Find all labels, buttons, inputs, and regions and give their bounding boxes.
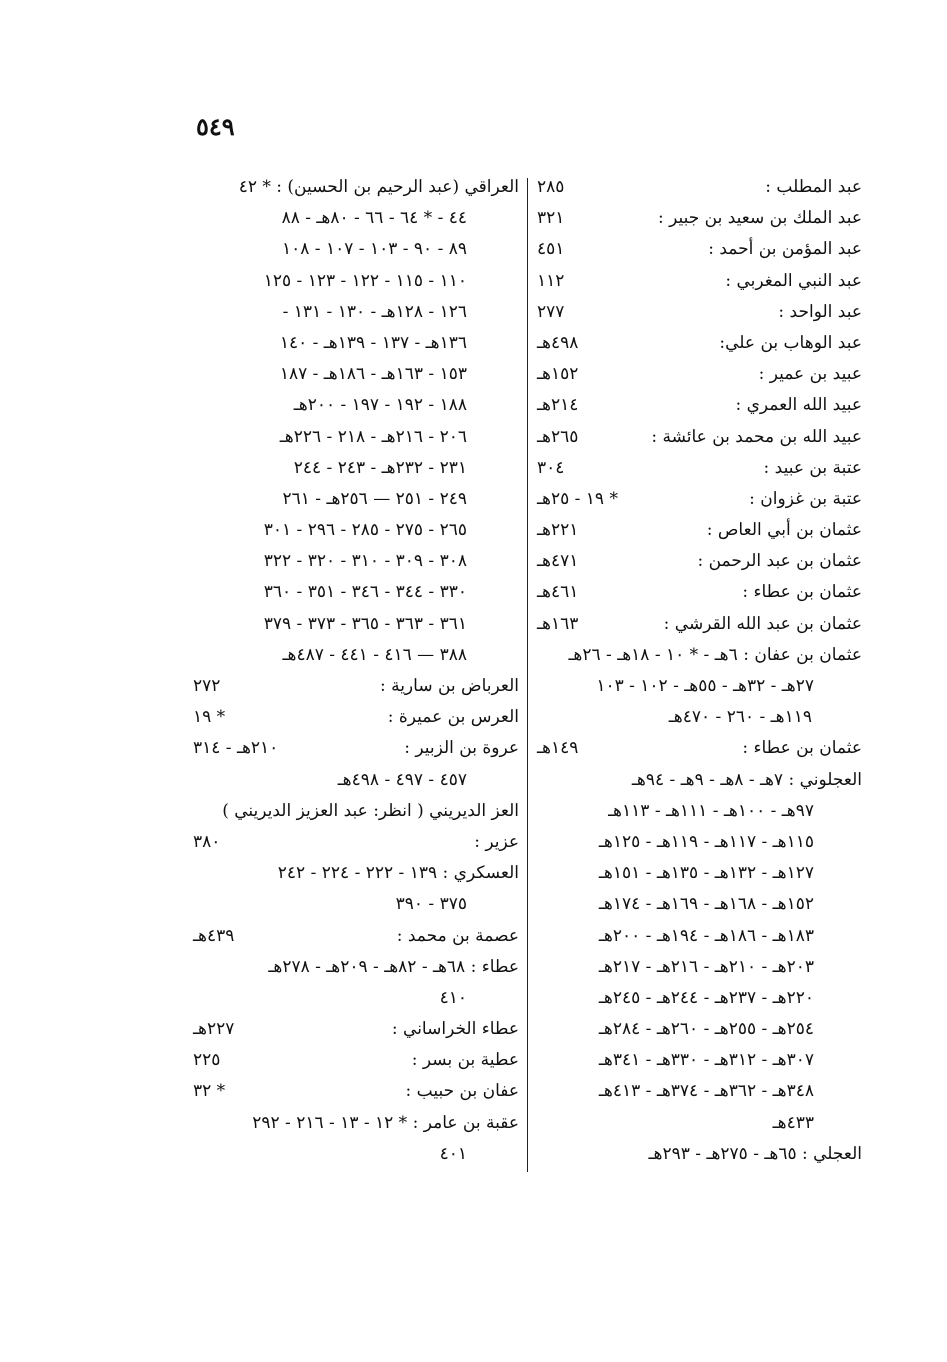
index-line: [193, 921, 519, 952]
index-line: [537, 203, 862, 234]
index-line: [193, 390, 519, 421]
continuation-pages: ٣٨٨ — ٤١٦ - ٤٤١ - ٤٨٧هـ: [282, 644, 467, 665]
entry-pages: ٣٢١: [537, 208, 565, 229]
column-divider: [527, 178, 528, 1172]
index-line: [193, 172, 519, 203]
entry-name: عبد المؤمن بن أحمد :: [708, 239, 862, 260]
index-line: [537, 172, 862, 203]
entry-name: عثمان بن عبد الله القرشي :: [663, 613, 862, 634]
index-line: [193, 453, 519, 484]
entry-pages: * ١٩ - ٢٥هـ: [537, 488, 618, 509]
index-line: [193, 827, 519, 858]
index-line: [537, 453, 862, 484]
index-line: [537, 266, 862, 297]
entry-pages: ١١٢: [537, 270, 565, 291]
index-line: [537, 297, 862, 328]
index-column-left: [193, 172, 519, 1170]
entry-pages: ٢٢١هـ: [537, 520, 579, 541]
continuation-pages: ١٥٣ - ١٦٣هـ - ١٨٦هـ - ١٨٧: [279, 364, 467, 385]
continuation-pages: ٢٦٥ - ٢٧٥ - ٢٨٥ - ٢٩٦ - ٣٠١: [263, 520, 467, 541]
index-line: [537, 1014, 862, 1045]
entry-name: عثمان بن أبي العاص :: [706, 520, 862, 541]
entry-name: عروة بن الزبير :: [404, 738, 519, 759]
entry-pages: ٣٠٤: [537, 457, 565, 478]
index-line: [537, 1076, 862, 1107]
entry-name: عبيد الله العمري :: [735, 395, 862, 416]
index-line: [193, 577, 519, 608]
entry-name: عبد المطلب :: [765, 177, 862, 197]
entry-name: عبد النبي المغربي :: [725, 270, 862, 291]
index-line: [193, 796, 519, 827]
continuation-pages: ٣٤٨هـ - ٣٦٢هـ - ٣٧٤هـ - ٤١٣هـ: [598, 1081, 814, 1102]
continuation-pages: ١١٠ - ١١٥ - ١٢٢ - ١٢٣ - ١٢٥: [263, 270, 467, 291]
continuation-pages: ١٥٢هـ - ١٦٨هـ - ١٦٩هـ - ١٧٤هـ: [598, 894, 814, 915]
entry-name: عتبة بن غزوان :: [749, 488, 862, 509]
entry-name: عزير :: [474, 831, 519, 852]
entry-name: عبد الملك بن سعيد بن جبير :: [657, 208, 862, 229]
index-line: [193, 1108, 519, 1139]
index-line: [193, 671, 519, 702]
index-line: [193, 952, 519, 983]
index-line: [537, 328, 862, 359]
index-line: [193, 203, 519, 234]
entry-line: عطاء : ٦٨هـ - ٨٢هـ - ٢٠٩هـ - ٢٧٨هـ: [268, 956, 519, 977]
page-number: ٥٤٩: [196, 112, 235, 141]
entry-name: عطاء الخراساني :: [391, 1019, 519, 1040]
continuation-pages: ٤١٠: [439, 987, 467, 1008]
entry-pages: ٢٢٧هـ: [193, 1019, 235, 1040]
index-line: [537, 1045, 862, 1076]
index-line: [193, 1045, 519, 1076]
entry-pages: ٤٦١هـ: [537, 582, 579, 603]
index-line: [193, 297, 519, 328]
continuation-pages: ٤٣٣هـ: [772, 1112, 814, 1133]
entry-pages: ٤٧١هـ: [537, 551, 579, 572]
entry-pages: ٤٩٨هـ: [537, 332, 579, 353]
index-line: [537, 733, 862, 764]
index-line: [193, 1076, 519, 1107]
index-line: [193, 702, 519, 733]
entry-name: عبد الوهاب بن علي:: [719, 332, 862, 353]
continuation-pages: ١٨٣هـ - ١٨٦هـ - ١٩٤هـ - ٢٠٠هـ: [598, 925, 814, 946]
continuation-pages: ١١٥هـ - ١١٧هـ - ١١٩هـ - ١٢٥هـ: [598, 831, 814, 852]
entry-line: عثمان بن عفان : ٦هـ - * ١٠ - ١٨هـ - ٢٦هـ: [568, 644, 862, 665]
entry-pages: ٢٢٥: [193, 1050, 221, 1071]
index-line: [193, 515, 519, 546]
continuation-pages: ٢٥٤هـ - ٢٥٥هـ - ٢٦٠هـ - ٢٨٤هـ: [598, 1019, 814, 1040]
entry-name: العرس بن عميرة :: [387, 707, 519, 728]
entry-name: عثمان بن عطاء :: [742, 582, 862, 603]
entry-name: عتبة بن عبيد :: [763, 457, 862, 478]
continuation-pages: ١٣٦هـ - ١٣٧ - ١٣٩هـ - ١٤٠: [279, 332, 467, 353]
index-line: [537, 484, 862, 515]
index-column-right: [537, 172, 862, 1170]
entry-name: عفان بن حبيب :: [405, 1081, 519, 1102]
entry-pages: ١٥٢هـ: [537, 364, 579, 385]
index-line: [193, 733, 519, 764]
index-line: [193, 1139, 519, 1170]
index-line: [193, 983, 519, 1014]
continuation-pages: ٤٠١: [439, 1143, 467, 1164]
continuation-pages: ٢٤٩ - ٢٥١ — ٢٥٦هـ - ٢٦١: [282, 488, 467, 509]
index-line: [537, 609, 862, 640]
index-line: [537, 983, 862, 1014]
index-line: [537, 921, 862, 952]
continuation-pages: ٣٠٧هـ - ٣١٢هـ - ٣٣٠هـ - ٣٤١هـ: [598, 1050, 814, 1071]
entry-pages: ١٤٩هـ: [537, 738, 579, 759]
index-line: [537, 827, 862, 858]
continuation-pages: ٩٧هـ - ١٠٠هـ - ١١١هـ - ١١٣هـ: [608, 800, 814, 821]
index-line: [537, 952, 862, 983]
entry-name: عبيد الله بن محمد بن عائشة :: [651, 426, 862, 447]
index-line: [193, 858, 519, 889]
index-line: [537, 702, 862, 733]
index-line: [193, 328, 519, 359]
entry-name: عثمان بن عبد الرحمن :: [697, 551, 862, 572]
index-line: [537, 1108, 862, 1139]
index-line: [193, 546, 519, 577]
index-line: [537, 390, 862, 421]
entry-name: عثمان بن عطاء :: [742, 738, 862, 759]
index-line: [537, 234, 862, 265]
continuation-pages: ٢٠٣هـ - ٢١٠هـ - ٢١٦هـ - ٢١٧هـ: [598, 956, 814, 977]
index-line: [193, 889, 519, 920]
entry-pages: * ١٩: [193, 707, 226, 728]
index-line: [193, 484, 519, 515]
index-line: [193, 266, 519, 297]
entry-pages: ٢٧٧: [537, 301, 565, 322]
index-line: [537, 515, 862, 546]
index-line: [537, 546, 862, 577]
entry-line: عقبة بن عامر : * ١٢ - ١٣ - ٢١٦ - ٢٩٢: [252, 1112, 519, 1133]
entry-name: عبيد بن عمير :: [758, 364, 862, 385]
index-line: [193, 1014, 519, 1045]
continuation-pages: ٣٣٠ - ٣٤٤ - ٣٤٦ - ٣٥١ - ٣٦٠: [263, 582, 467, 603]
entry-name: عبد الواحد :: [778, 301, 862, 322]
entry-pages: ٢١٤هـ: [537, 395, 579, 416]
entry-pages: ٢٦٥هـ: [537, 426, 579, 447]
entry-pages: ٤٥١: [537, 239, 565, 260]
continuation-pages: ١٢٧هـ - ١٣٢هـ - ١٣٥هـ - ١٥١هـ: [598, 863, 814, 884]
index-line: [193, 640, 519, 671]
continuation-pages: ٤٤ - * ٦٤ - ٦٦ - ٨٠هـ - ٨٨: [281, 208, 467, 229]
index-line: [537, 765, 862, 796]
continuation-pages: ٢٢٠هـ - ٢٣٧هـ - ٢٤٤هـ - ٢٤٥هـ: [598, 987, 814, 1008]
entry-pages: ١٦٣هـ: [537, 613, 579, 634]
continuation-pages: ٢٣١ - ٢٣٢هـ - ٢٤٣ - ٢٤٤: [293, 457, 467, 478]
index-line: [537, 640, 862, 671]
entry-name: العرباض بن سارية :: [379, 676, 519, 696]
index-line: [537, 858, 862, 889]
entry-name: عصمة بن محمد :: [396, 925, 519, 946]
index-line: [193, 609, 519, 640]
entry-line: العراقي (عبد الرحيم بن الحسين) : * ٤٢: [238, 177, 519, 197]
index-line: [193, 234, 519, 265]
continuation-pages: ٣٧٥ - ٣٩٠: [395, 894, 467, 915]
index-line: [537, 359, 862, 390]
entry-pages: ٤٣٩هـ: [193, 925, 235, 946]
continuation-pages: ٤٥٧ - ٤٩٧ - ٤٩٨هـ: [337, 769, 467, 790]
continuation-pages: ٣٠٨ - ٣٠٩ - ٣١٠ - ٣٢٠ - ٣٢٢: [263, 551, 467, 572]
continuation-pages: ٣٦١ - ٣٦٣ - ٣٦٥ - ٣٧٣ - ٣٧٩: [263, 613, 467, 634]
index-line: [537, 422, 862, 453]
continuation-pages: ٢٧هـ - ٣٢هـ - ٥٥هـ - ١٠٢ - ١٠٣: [596, 676, 814, 696]
index-line: [537, 671, 862, 702]
entry-line: العز الديريني ( انظر: عبد العزيز الديريني ): [222, 800, 519, 821]
continuation-pages: ١٨٨ - ١٩٢ - ١٩٧ - ٢٠٠هـ: [293, 395, 467, 416]
continuation-pages: ٢٠٦ - ٢١٦هـ - ٢١٨ - ٢٢٦هـ: [279, 426, 467, 447]
index-line: [193, 359, 519, 390]
index-line: [537, 889, 862, 920]
continuation-pages: ١١٩هـ - ٢٦٠ - ٤٧٠هـ: [668, 707, 812, 728]
index-line: [537, 1139, 862, 1170]
entry-pages: * ٣٢: [193, 1081, 226, 1102]
entry-line: العجلوني : ٧هـ - ٨هـ - ٩هـ - ٩٤هـ: [631, 769, 862, 790]
continuation-pages: ١٢٦ - ١٢٨هـ - ١٣٠ - ١٣١ -: [282, 301, 467, 322]
entry-pages: ٢١٠هـ - ٣١٤: [193, 738, 279, 759]
index-line: [193, 765, 519, 796]
entry-pages: ٣٨٠: [193, 831, 221, 852]
index-line: [537, 796, 862, 827]
continuation-pages: ٨٩ - ٩٠ - ١٠٣ - ١٠٧ - ١٠٨: [282, 239, 467, 260]
entry-line: العجلي : ٦٥هـ - ٢٧٥هـ - ٢٩٣هـ: [648, 1143, 862, 1164]
entry-name: عطية بن بسر :: [411, 1050, 519, 1071]
index-line: [537, 577, 862, 608]
index-line: [193, 422, 519, 453]
entry-pages: ٢٧٢: [193, 676, 221, 696]
entry-line: العسكري : ١٣٩ - ٢٢٢ - ٢٢٤ - ٢٤٢: [277, 863, 519, 884]
entry-pages: ٢٨٥: [537, 177, 565, 197]
